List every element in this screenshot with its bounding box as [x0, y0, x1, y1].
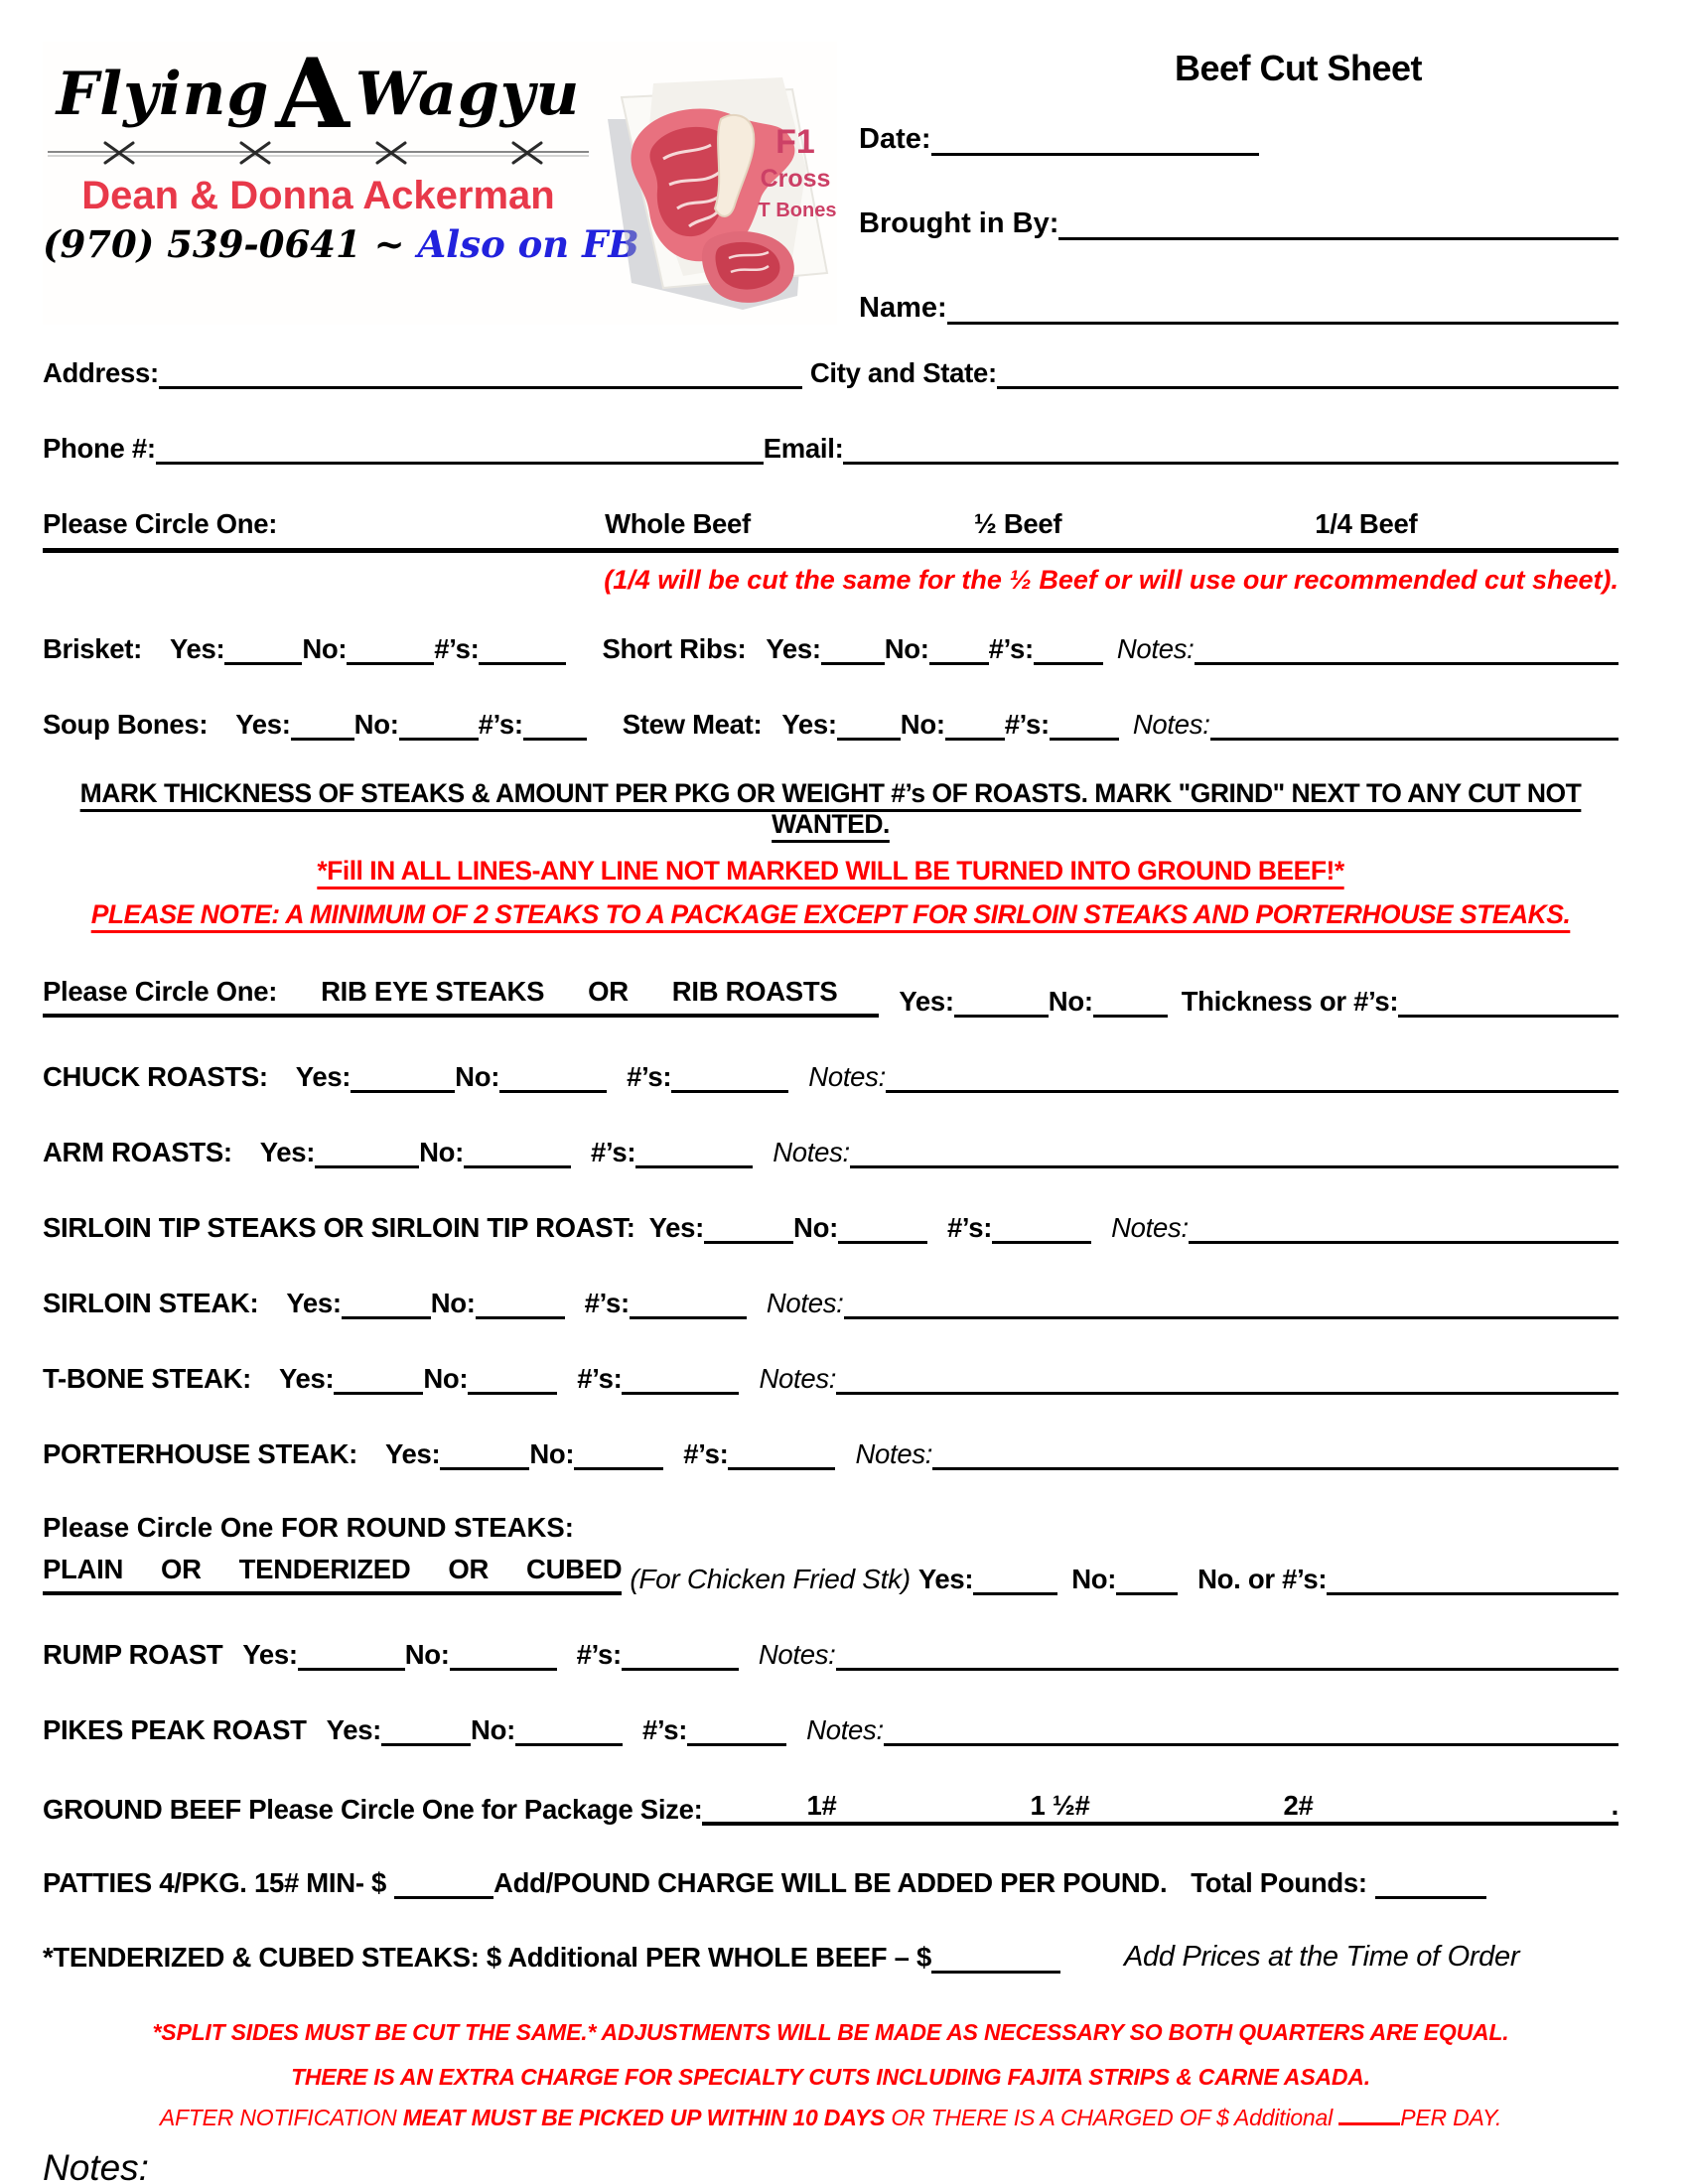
porterhouse-steak-label: PORTERHOUSE STEAK: — [43, 1438, 357, 1469]
brand-flying-a-mark: A — [275, 38, 350, 150]
patties-price-field[interactable] — [394, 1891, 493, 1899]
patties-charge-text: Add/POUND CHARGE WILL BE ADDED PER POUND. — [493, 1867, 1168, 1898]
notes-label: Notes: — [1116, 633, 1195, 664]
brought-in-by-field[interactable] — [1058, 232, 1618, 240]
chuck-roasts-yes-field[interactable] — [351, 1085, 455, 1093]
sirloin-steak-label: SIRLOIN STEAK: — [43, 1288, 259, 1318]
notes-label: Notes: — [766, 1288, 844, 1318]
brand-logo — [43, 38, 837, 325]
short-ribs-label: Short Ribs: — [602, 633, 747, 664]
num-label: #’s: — [576, 1639, 622, 1670]
arm-roasts-label: ARM ROASTS: — [43, 1137, 232, 1167]
notes-label: Notes: — [806, 1714, 884, 1745]
fine-print-split-sides: *SPLIT SIDES MUST BE CUT THE SAME.* ADJUSTMENTS WILL BE MADE AS NECESSARY SO BOTH QUARTERS ARE EQUAL. — [152, 2019, 1509, 2045]
tenderized-cubed-label: *TENDERIZED & CUBED STEAKS: $ Additional PER WHOLE BEEF – $ — [43, 1942, 931, 1973]
notes-label: Notes: — [773, 1137, 850, 1167]
no-label: No: — [353, 709, 399, 740]
beef-portion-row — [43, 508, 1618, 553]
total-pounds-field[interactable] — [1375, 1891, 1486, 1899]
option-rib-roasts[interactable]: RIB ROASTS — [671, 976, 838, 1007]
patties-row — [43, 1867, 1618, 1899]
round-steak-count-label: No. or #’s: — [1197, 1564, 1328, 1594]
chuck-roasts-num-field[interactable] — [671, 1085, 788, 1093]
no-label: No: — [455, 1061, 500, 1092]
soup-bones-stew-meat-row — [43, 709, 1618, 741]
soup-bones-yes-field[interactable] — [291, 733, 354, 741]
rump-roast-row — [43, 1639, 1618, 1671]
option-plain[interactable]: PLAIN — [43, 1554, 124, 1584]
pikes-peak-roast-label: PIKES PEAK ROAST — [43, 1714, 307, 1745]
yes-label: Yes: — [170, 633, 225, 664]
brand-phone-line — [43, 222, 639, 266]
name-label: Name: — [859, 292, 947, 324]
date-field[interactable] — [931, 148, 1259, 156]
notes-label: Notes: — [758, 1639, 836, 1670]
phone-row — [43, 433, 1618, 465]
pikes-peak-num-field[interactable] — [687, 1738, 786, 1746]
phone-label: Phone #: — [43, 433, 156, 464]
arm-roasts-row — [43, 1137, 1618, 1168]
tbone-steak-label: T-BONE STEAK: — [43, 1363, 251, 1394]
round-steaks-heading: Please Circle One FOR ROUND STEAKS: — [43, 1512, 574, 1543]
patties-label: PATTIES 4/PKG. 15# MIN- $ — [43, 1867, 387, 1898]
brand-script-right: Wagyu — [354, 60, 581, 129]
brisket-no-field[interactable] — [347, 657, 434, 665]
meat-caption-tbones: T Bones — [758, 200, 837, 221]
tbone-steaks-photo — [594, 50, 837, 318]
per-day-charge-field[interactable] — [1338, 2121, 1400, 2125]
stew-meat-no-field[interactable] — [945, 733, 1005, 741]
num-label: #’s: — [434, 633, 480, 664]
num-label: #’s: — [683, 1438, 729, 1469]
num-label: #’s: — [627, 1061, 672, 1092]
sirloin-steak-notes-field[interactable] — [844, 1311, 1619, 1319]
thickness-label: Thickness or #’s: — [1181, 986, 1399, 1017]
option-whole-beef[interactable]: Whole Beef — [605, 508, 751, 539]
rump-roast-yes-field[interactable] — [298, 1663, 405, 1671]
soup-bones-num-field[interactable] — [523, 733, 587, 741]
notes-label: Notes: — [855, 1438, 933, 1469]
yes-label: Yes: — [917, 1564, 974, 1594]
option-rib-eye-steaks[interactable]: RIB EYE STEAKS — [321, 976, 545, 1007]
no-label: No: — [404, 1639, 450, 1670]
yes-label: Yes: — [242, 1639, 298, 1670]
option-tenderized[interactable]: TENDERIZED — [238, 1554, 411, 1584]
yes-label: Yes: — [279, 1363, 335, 1394]
yes-label: Yes: — [899, 986, 954, 1017]
facebook-note: Also on FB — [417, 222, 639, 266]
yes-label: Yes: — [385, 1438, 441, 1469]
ribeye-circle-label: Please Circle One: — [43, 976, 278, 1007]
header — [43, 38, 1618, 332]
fine-print-pickup-bold: MEAT MUST BE PICKED UP WITHIN 10 DAYS — [402, 2105, 886, 2130]
porterhouse-notes-field[interactable] — [932, 1462, 1618, 1470]
sirloin-tip-row — [43, 1212, 1618, 1244]
short-ribs-num-field[interactable] — [1034, 657, 1103, 665]
address-field[interactable] — [159, 381, 802, 389]
beef-portion-label: Please Circle One: — [43, 508, 278, 539]
arm-roasts-yes-field[interactable] — [315, 1160, 419, 1168]
ground-beef-row — [43, 1790, 1618, 1826]
meat-caption-f1: F1 — [775, 123, 815, 161]
sirloin-steak-no-field[interactable] — [476, 1311, 565, 1319]
stew-meat-label: Stew Meat: — [622, 709, 763, 740]
name-field[interactable] — [947, 317, 1618, 325]
option-size-1lb[interactable]: 1# — [806, 1790, 837, 1821]
round-steak-count-field[interactable] — [1327, 1587, 1618, 1595]
round-steak-yes-field[interactable] — [973, 1587, 1057, 1595]
phone-field[interactable] — [156, 457, 764, 465]
rump-roast-label: RUMP ROAST — [43, 1639, 223, 1670]
num-label: #’s: — [478, 709, 523, 740]
short-ribs-no-field[interactable] — [929, 657, 989, 665]
ribeye-thickness-field[interactable] — [1398, 1010, 1618, 1018]
no-label: No: — [302, 633, 348, 664]
brisket-notes-field[interactable] — [1195, 657, 1618, 665]
brand-script-left: Flying — [56, 60, 270, 129]
no-label: No: — [529, 1438, 575, 1469]
yes-label: Yes: — [295, 1061, 352, 1092]
ribeye-yes-field[interactable] — [954, 1010, 1049, 1018]
fine-print-specialty-cuts: THERE IS AN EXTRA CHARGE FOR SPECIALTY CUTS INCLUDING FAJITA STRIPS & CARNE ASADA. — [291, 2064, 1370, 2090]
chicken-fried-hint: (For Chicken Fried Stk) — [630, 1564, 911, 1594]
yes-label: Yes: — [781, 709, 837, 740]
brand-name — [43, 38, 594, 150]
email-label: Email: — [763, 433, 844, 464]
address-row — [43, 357, 1618, 389]
or-label: OR — [161, 1554, 202, 1584]
sirloin-tip-yes-field[interactable] — [704, 1236, 793, 1244]
num-label: #’s: — [577, 1363, 623, 1394]
option-size-2lb[interactable]: 2# — [1283, 1790, 1314, 1821]
tbone-steak-row — [43, 1363, 1618, 1395]
rump-roast-no-field[interactable] — [450, 1663, 557, 1671]
stew-meat-yes-field[interactable] — [837, 733, 901, 741]
chuck-roasts-label: CHUCK ROASTS: — [43, 1061, 268, 1092]
notes-label: Notes: — [759, 1363, 837, 1394]
round-steak-circle-group — [43, 1554, 622, 1595]
brisket-yes-field[interactable] — [224, 657, 302, 665]
pikes-peak-notes-field[interactable] — [884, 1738, 1618, 1746]
tenderized-price-field[interactable] — [931, 1966, 1060, 1974]
option-cubed[interactable]: CUBED — [526, 1554, 623, 1584]
porterhouse-no-field[interactable] — [574, 1462, 663, 1470]
brisket-short-ribs-row — [43, 633, 1618, 665]
ribeye-row — [43, 976, 1618, 1018]
no-label: No: — [900, 709, 945, 740]
tenderized-cubed-row — [43, 1941, 1618, 1974]
add-prices-note: Add Prices at the Time of Order — [1123, 1941, 1520, 1973]
quarter-beef-note: (1/4 will be cut the same for the ½ Beef or will use our recommended cut sheet). — [604, 565, 1618, 595]
sirloin-tip-no-field[interactable] — [838, 1236, 927, 1244]
round-steaks-row — [43, 1554, 1618, 1595]
total-pounds-label: Total Pounds: — [1191, 1867, 1367, 1898]
notes-label: Notes: — [808, 1061, 886, 1092]
option-size-1-5lb[interactable]: 1 ½# — [1030, 1790, 1090, 1821]
date-label: Date: — [859, 123, 931, 155]
tbone-steak-yes-field[interactable] — [334, 1387, 423, 1395]
short-ribs-yes-field[interactable] — [821, 657, 885, 665]
notes-row — [43, 2147, 1618, 2184]
fine-print-pickup — [43, 2105, 1618, 2131]
or-label: OR — [448, 1554, 490, 1584]
soup-bones-label: Soup Bones: — [43, 709, 209, 740]
num-label: #’s: — [641, 1714, 688, 1745]
pikes-peak-roast-row — [43, 1714, 1618, 1746]
chuck-roasts-no-field[interactable] — [499, 1085, 607, 1093]
brisket-label: Brisket: — [43, 633, 142, 664]
chuck-roasts-row — [43, 1061, 1618, 1093]
no-label: No: — [423, 1363, 469, 1394]
fine-print-pickup-part2: OR THERE IS A CHARGED OF $ Additional — [885, 2105, 1339, 2130]
round-steak-no-field[interactable] — [1116, 1587, 1178, 1595]
porterhouse-steak-row — [43, 1438, 1618, 1470]
or-label: OR — [588, 976, 629, 1007]
pikes-peak-no-field[interactable] — [515, 1738, 623, 1746]
header-fields — [837, 42, 1618, 332]
notes-label: Notes: — [1132, 709, 1210, 740]
porterhouse-yes-field[interactable] — [440, 1462, 529, 1470]
sirloin-steak-yes-field[interactable] — [342, 1311, 431, 1319]
tbone-steak-num-field[interactable] — [622, 1387, 739, 1395]
arm-roasts-no-field[interactable] — [464, 1160, 571, 1168]
soup-bones-notes-field[interactable] — [1210, 733, 1618, 741]
num-label: #’s: — [1004, 709, 1050, 740]
pikes-peak-yes-field[interactable] — [381, 1738, 471, 1746]
option-half-beef[interactable]: ½ Beef — [973, 508, 1062, 539]
instruction-minimum-steaks: PLEASE NOTE: A MINIMUM OF 2 STEAKS TO A PACKAGE EXCEPT FOR SIRLOIN STEAKS AND PORTERHOUSE STEAKS. — [90, 899, 1571, 929]
sirloin-tip-num-field[interactable] — [992, 1236, 1091, 1244]
address-label: Address: — [43, 357, 159, 388]
yes-label: Yes: — [235, 709, 291, 740]
num-label: #’s: — [584, 1288, 630, 1318]
notes-label: Notes: — [43, 2147, 149, 2184]
yes-label: Yes: — [648, 1212, 705, 1243]
no-label: No: — [471, 1714, 515, 1745]
soup-bones-no-field[interactable] — [399, 733, 479, 741]
brand-logo-text — [43, 38, 639, 266]
ribeye-circle-group — [43, 976, 879, 1018]
ground-beef-line-period: . — [1611, 1790, 1618, 1821]
instruction-fill-all-lines: *Fill IN ALL LINES-ANY LINE NOT MARKED WILL BE TURNED INTO GROUND BEEF!* — [317, 856, 1344, 886]
brought-in-by-label: Brought in By: — [859, 207, 1059, 239]
yes-label: Yes: — [326, 1714, 382, 1745]
owners-name: Dean & Donna Ackerman — [81, 174, 555, 217]
chuck-roasts-notes-field[interactable] — [886, 1085, 1618, 1093]
arm-roasts-num-field[interactable] — [635, 1160, 753, 1168]
fine-print-pickup-part1: AFTER NOTIFICATION — [159, 2105, 403, 2130]
city-state-field[interactable] — [997, 381, 1618, 389]
instruction-mark-thickness: MARK THICKNESS OF STEAKS & AMOUNT PER PKG OR WEIGHT #’s OF ROASTS. MARK "GRIND" NEXT TO ANY CUT NOT WANTED. — [79, 778, 1582, 839]
no-label: No: — [430, 1288, 476, 1318]
email-field[interactable] — [843, 457, 1618, 465]
notes-field[interactable] — [155, 2179, 1618, 2184]
num-label: #’s: — [591, 1137, 636, 1167]
num-label: #’s: — [988, 633, 1034, 664]
sirloin-steak-row — [43, 1288, 1618, 1319]
brisket-num-field[interactable] — [479, 657, 566, 665]
sirloin-tip-notes-field[interactable] — [1189, 1236, 1618, 1244]
rump-roast-num-field[interactable] — [622, 1663, 739, 1671]
barbed-wire-divider — [48, 139, 589, 167]
sirloin-tip-label: SIRLOIN TIP STEAKS OR SIRLOIN TIP ROAST: — [43, 1212, 635, 1243]
option-quarter-beef[interactable]: 1/4 Beef — [1315, 508, 1418, 539]
yes-label: Yes: — [766, 633, 821, 664]
ground-beef-size-line — [702, 1790, 1618, 1826]
city-state-label: City and State: — [809, 357, 997, 388]
rump-roast-notes-field[interactable] — [836, 1663, 1618, 1671]
num-label: #’s: — [946, 1212, 993, 1243]
tbone-steak-no-field[interactable] — [468, 1387, 557, 1395]
sirloin-steak-num-field[interactable] — [630, 1311, 747, 1319]
porterhouse-num-field[interactable] — [728, 1462, 835, 1470]
yes-label: Yes: — [286, 1288, 342, 1318]
meat-caption-cross: Cross — [760, 165, 831, 193]
ribeye-no-field[interactable] — [1093, 1010, 1168, 1018]
no-label: No: — [419, 1137, 465, 1167]
fine-print-pickup-part3: PER DAY. — [1400, 2105, 1502, 2130]
stew-meat-num-field[interactable] — [1050, 733, 1119, 741]
notes-label: Notes: — [1111, 1212, 1189, 1243]
page-title: Beef Cut Sheet — [1174, 48, 1423, 88]
no-label: No: — [1071, 1564, 1117, 1594]
no-label: No: — [793, 1212, 838, 1243]
tbone-steak-notes-field[interactable] — [836, 1387, 1618, 1395]
ground-beef-label: GROUND BEEF Please Circle One for Package Size: — [43, 1794, 703, 1825]
no-label: No: — [1048, 986, 1093, 1017]
arm-roasts-notes-field[interactable] — [850, 1160, 1618, 1168]
yes-label: Yes: — [259, 1137, 316, 1167]
brand-phone-number: (970) 539-0641 ~ — [43, 222, 418, 266]
no-label: No: — [884, 633, 929, 664]
